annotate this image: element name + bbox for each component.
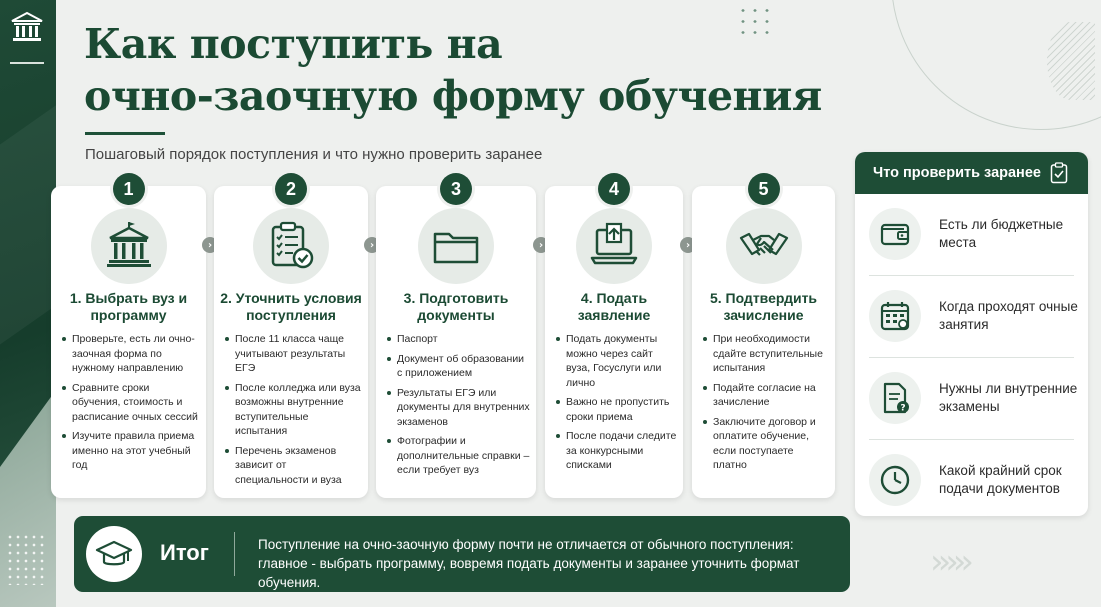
step-bullet: После подачи следите за конкурсными списками	[555, 429, 677, 473]
step-card-4	[545, 178, 683, 498]
step-bullet-list	[224, 332, 362, 492]
dot-pattern	[6, 533, 46, 585]
side-decor-band	[0, 0, 56, 607]
step-title: 5. Подтвердить зачисление	[709, 290, 818, 323]
check-item-text: Какой крайний срок подачи документов	[939, 463, 1062, 496]
clock-icon	[878, 463, 912, 497]
step-bullet: Подайте согласие на зачисление	[702, 381, 829, 410]
check-item-text: Есть ли бюджетные места	[939, 217, 1064, 250]
graduation-cap-icon	[95, 535, 133, 573]
summary-text: Поступление на очно-заочную форму почти не отличается от обычного поступления: главное - выбрать программу, вовремя подать документы и заранее уточнить формат обучения.	[258, 537, 800, 590]
step-bullet: После колледжа или вуза возможны внутренние вступительные испытания	[224, 381, 362, 439]
step-number-badge: 1	[113, 173, 145, 205]
university-logo-icon	[9, 10, 45, 46]
svg-text:?: ?	[900, 403, 906, 414]
wallet-icon	[878, 217, 912, 251]
check-panel-title: Что проверить заранее	[873, 165, 1041, 181]
step-bullet: Перечень экзаменов зависит от специальности и вуза	[224, 444, 362, 488]
title-underline	[85, 132, 165, 135]
step-bullet: Фотографии и дополнительные справки – если требует вуз	[386, 434, 530, 478]
step-card-2	[214, 178, 368, 498]
step-bullet: Заключите договор и оплатите обучение, если поступаете платно	[702, 415, 829, 473]
step-bullet-list	[386, 332, 530, 483]
folder-icon	[430, 220, 482, 272]
check-in-advance-panel	[855, 152, 1088, 516]
step-bullet: При необходимости сдайте вступительные испытания	[702, 332, 829, 376]
summary-label: Итог	[160, 540, 209, 565]
university-building-icon	[103, 220, 155, 272]
step-bullet: Результаты ЕГЭ или документы для внутренних экзаменов	[386, 386, 530, 430]
step-bullet: После 11 класса чаще учитывают результаты ЕГЭ	[224, 332, 362, 376]
step-bullet-list	[702, 332, 829, 478]
step-title: 1. Выбрать вуз и программу	[69, 290, 188, 323]
step-number-badge: 4	[598, 173, 630, 205]
step-bullet-list	[555, 332, 677, 478]
step-card-3	[376, 178, 536, 498]
chevrons-decor-icon: ›››››	[930, 542, 968, 582]
laptop-upload-icon	[588, 220, 640, 272]
check-item	[855, 440, 1088, 516]
step-bullet: Проверьте, есть ли очно-заочная форма по нужному направлению	[61, 332, 200, 376]
check-item	[855, 194, 1088, 274]
step-card-1	[51, 178, 206, 498]
step-title: 4. Подать заявление	[577, 290, 651, 323]
chevron-right-icon: ›	[533, 237, 549, 253]
chevron-right-icon: ›	[680, 237, 696, 253]
page-title-line2: очно-заочную форму обучения	[84, 72, 822, 120]
step-bullet: Подать документы можно через сайт вуза, Госуслуги или лично	[555, 332, 677, 390]
page-title	[84, 18, 844, 122]
page-subtitle: Пошаговый порядок поступления и что нужно проверить заранее	[85, 146, 543, 163]
calendar-icon	[878, 299, 912, 333]
check-item	[855, 358, 1088, 438]
step-bullet-list	[61, 332, 200, 478]
chevron-right-icon: ›	[364, 237, 380, 253]
step-number-badge: 3	[440, 173, 472, 205]
clipboard-checklist-icon	[265, 220, 317, 272]
check-panel-header	[855, 152, 1088, 194]
step-bullet: Важно не пропустить сроки приема	[555, 395, 677, 424]
handshake-icon	[738, 220, 790, 272]
decor-hatch	[1047, 22, 1095, 100]
document-question-icon	[878, 381, 912, 415]
step-card-5	[692, 178, 835, 498]
step-bullet: Изучите правила приема именно на этот учебный год	[61, 429, 200, 473]
step-bullet: Паспорт	[386, 332, 530, 347]
step-bullet: Документ об образовании с приложением	[386, 352, 530, 381]
check-item-text: Нужны ли внутренние экзамены	[939, 381, 1078, 414]
step-title: 3. Подготовить документы	[403, 290, 509, 323]
check-item	[855, 276, 1088, 356]
step-number-badge: 2	[275, 173, 307, 205]
page-title-line1: Как поступить на	[84, 20, 503, 68]
check-item-text: Когда проходят очные занятия	[939, 299, 1078, 332]
step-number-badge: 5	[748, 173, 780, 205]
chevron-right-icon: ›	[202, 237, 218, 253]
step-bullet: Сравните сроки обучения, стоимость и расписание очных сессий	[61, 381, 200, 425]
step-title: 2. Уточнить условия поступления	[220, 290, 362, 323]
summary-banner	[74, 516, 850, 592]
clipboard-check-icon	[1050, 162, 1068, 184]
